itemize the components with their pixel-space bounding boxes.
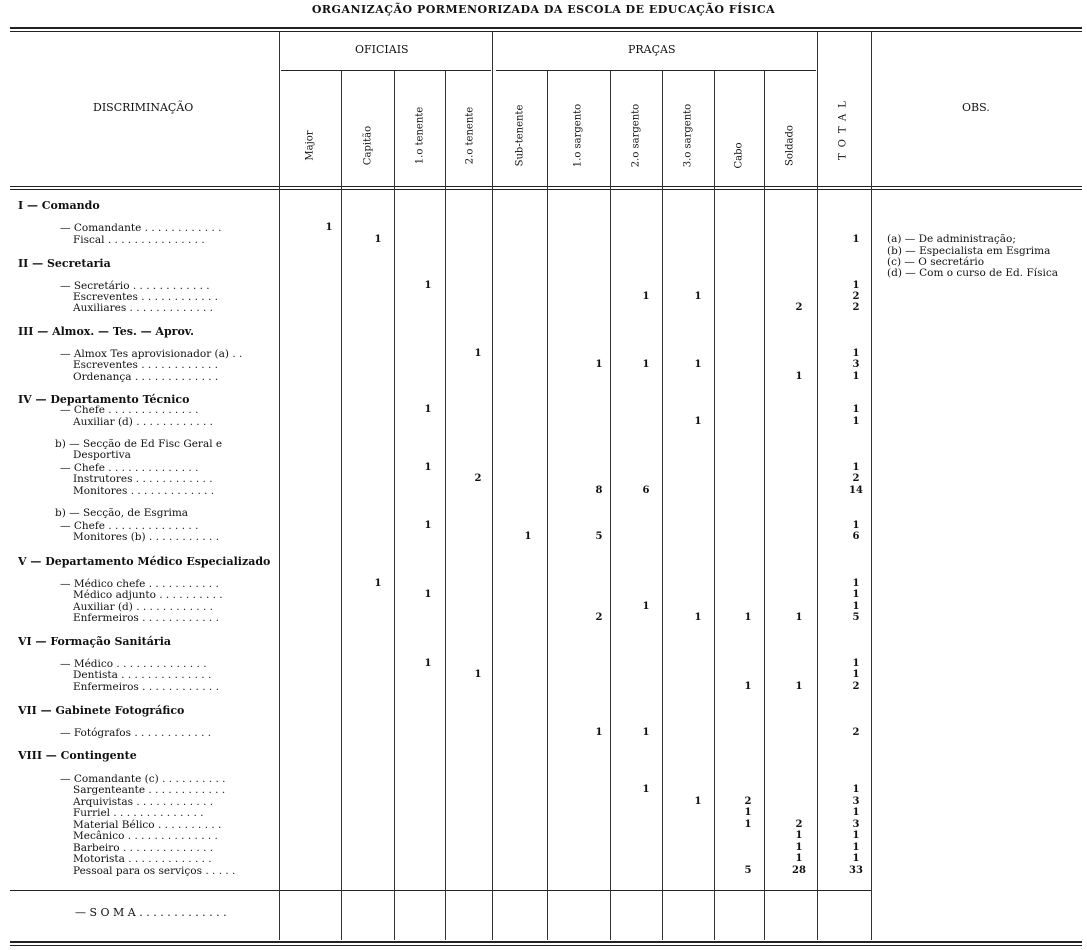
cell-value: 1 bbox=[524, 531, 532, 542]
total-value: 1 bbox=[852, 280, 860, 291]
cell-value: 1 bbox=[424, 658, 432, 669]
row-label: — Fotógrafos . . . . . . . . . . . . bbox=[60, 727, 212, 739]
row-label: Instrutores . . . . . . . . . . . . bbox=[73, 473, 213, 485]
cell-value: 1 bbox=[424, 280, 432, 291]
row-label: — Chefe . . . . . . . . . . . . . . bbox=[60, 520, 199, 532]
pracas-rule bbox=[496, 70, 816, 71]
row-label: Escreventes . . . . . . . . . . . . bbox=[73, 291, 219, 303]
cell-value: 5 bbox=[595, 531, 603, 542]
row-label: Dentista . . . . . . . . . . . . . . bbox=[73, 669, 212, 681]
cell-value: 1 bbox=[795, 612, 803, 623]
cell-value: 1 bbox=[424, 462, 432, 473]
total-value: 1 bbox=[852, 404, 860, 415]
col-header-2-tenente: 2.o tenente bbox=[464, 106, 476, 165]
cell-value: 1 bbox=[694, 612, 702, 623]
row-label: — Chefe . . . . . . . . . . . . . . bbox=[60, 462, 199, 474]
row-label: Furriel . . . . . . . . . . . . . . bbox=[73, 807, 204, 819]
total-value: 1 bbox=[852, 784, 860, 795]
col-header-1-sargento: 1.o sargento bbox=[572, 103, 584, 168]
top-rule bbox=[10, 27, 1082, 29]
row-label: — Comandante . . . . . . . . . . . . bbox=[60, 222, 222, 234]
row-label: Monitores . . . . . . . . . . . . . bbox=[73, 485, 215, 497]
cell-value: 1 bbox=[694, 796, 702, 807]
total-value: 6 bbox=[852, 531, 860, 542]
total-value: 2 bbox=[852, 727, 860, 738]
total-value: 1 bbox=[852, 658, 860, 669]
col-header-cabo: Cabo bbox=[733, 142, 745, 169]
group-heading: V — Departamento Médico Especializado bbox=[18, 555, 271, 568]
oficiais-rule bbox=[281, 70, 491, 71]
col-line bbox=[817, 32, 818, 940]
cell-value: 1 bbox=[424, 404, 432, 415]
cell-value: 1 bbox=[374, 578, 382, 589]
col-line bbox=[714, 71, 715, 940]
note-b: (b) — Especialista em Esgrima bbox=[887, 245, 1051, 257]
total-value: 14 bbox=[849, 485, 863, 496]
cell-value: 1 bbox=[595, 727, 603, 738]
cell-value: 1 bbox=[795, 371, 803, 382]
subsection-heading: Desportiva bbox=[73, 449, 131, 461]
row-label: Pessoal para os serviços . . . . . bbox=[73, 865, 236, 877]
col-header-1-tenente: 1.o tenente bbox=[414, 106, 426, 165]
total-value: 1 bbox=[852, 842, 860, 853]
total-value: 3 bbox=[852, 819, 860, 830]
row-label: Enfermeiros . . . . . . . . . . . . bbox=[73, 612, 219, 624]
row-label: Escreventes . . . . . . . . . . . . bbox=[73, 359, 219, 371]
row-label: Auxiliar (d) . . . . . . . . . . . . bbox=[73, 416, 213, 428]
col-header-3-sargento: 3.o sargento bbox=[682, 103, 694, 168]
total-value: 1 bbox=[852, 589, 860, 600]
header-rule-2 bbox=[10, 189, 1082, 190]
total-value: 1 bbox=[852, 578, 860, 589]
note-a: (a) — De administração; bbox=[887, 233, 1016, 245]
cell-value: 1 bbox=[424, 589, 432, 600]
cell-value: 1 bbox=[374, 234, 382, 245]
col-header-major: Major bbox=[304, 130, 316, 161]
soma-rule bbox=[10, 890, 872, 891]
total-value: 1 bbox=[852, 520, 860, 531]
row-label: Monitores (b) . . . . . . . . . . . bbox=[73, 531, 220, 543]
cell-value: 1 bbox=[694, 416, 702, 427]
col-line bbox=[764, 71, 765, 940]
col-line bbox=[445, 71, 446, 940]
row-label: — Médico . . . . . . . . . . . . . . bbox=[60, 658, 207, 670]
cell-value: 1 bbox=[795, 830, 803, 841]
col-header-capitao: Capitão bbox=[362, 125, 374, 166]
total-value: 1 bbox=[852, 601, 860, 612]
col-line bbox=[492, 32, 493, 940]
cell-value: 5 bbox=[744, 865, 752, 876]
header-obs: OBS. bbox=[962, 101, 990, 114]
group-heading: VI — Formação Sanitária bbox=[18, 635, 171, 648]
total-value: 1 bbox=[852, 853, 860, 864]
cell-value: 1 bbox=[744, 681, 752, 692]
cell-value: 1 bbox=[642, 359, 650, 370]
cell-value: 2 bbox=[795, 302, 803, 313]
col-header-sub-tenente: Sub-tenente bbox=[514, 104, 526, 167]
header-oficiais: OFICIAIS bbox=[355, 43, 409, 56]
note-d: (d) — Com o curso de Ed. Física bbox=[887, 267, 1058, 279]
cell-value: 8 bbox=[595, 485, 603, 496]
total-value: 1 bbox=[852, 416, 860, 427]
cell-value: 6 bbox=[642, 485, 650, 496]
cell-value: 1 bbox=[595, 359, 603, 370]
cell-value: 1 bbox=[642, 291, 650, 302]
total-value: 2 bbox=[852, 681, 860, 692]
total-value: 1 bbox=[852, 348, 860, 359]
col-line bbox=[871, 32, 872, 940]
cell-value: 2 bbox=[795, 819, 803, 830]
total-value: 33 bbox=[849, 865, 863, 876]
group-heading: I — Comando bbox=[18, 199, 100, 212]
total-value: 3 bbox=[852, 796, 860, 807]
col-line bbox=[662, 71, 663, 940]
row-label: Material Bélico . . . . . . . . . . bbox=[73, 819, 222, 831]
cell-value: 28 bbox=[792, 865, 806, 876]
cell-value: 1 bbox=[744, 612, 752, 623]
total-value: 1 bbox=[852, 371, 860, 382]
row-label: — Médico chefe . . . . . . . . . . . bbox=[60, 578, 219, 590]
cell-value: 1 bbox=[744, 807, 752, 818]
cell-value: 1 bbox=[694, 291, 702, 302]
row-label: Ordenança . . . . . . . . . . . . . bbox=[73, 371, 219, 383]
cell-value: 1 bbox=[795, 853, 803, 864]
subsection-heading: b) — Secção de Ed Fisc Geral e bbox=[55, 438, 223, 450]
cell-value: 2 bbox=[474, 473, 482, 484]
row-label: Auxiliar (d) . . . . . . . . . . . . bbox=[73, 601, 213, 613]
total-value: 1 bbox=[852, 830, 860, 841]
row-label: Barbeiro . . . . . . . . . . . . . . bbox=[73, 842, 214, 854]
cell-value: 1 bbox=[744, 819, 752, 830]
row-label: — Secretário . . . . . . . . . . . . bbox=[60, 280, 210, 292]
row-label: Arquivistas . . . . . . . . . . . . bbox=[73, 796, 214, 808]
row-label: — Chefe . . . . . . . . . . . . . . bbox=[60, 404, 199, 416]
total-value: 2 bbox=[852, 291, 860, 302]
total-value: 1 bbox=[852, 234, 860, 245]
header-discriminacao: DISCRIMINAÇÃO bbox=[93, 101, 194, 114]
total-value: 5 bbox=[852, 612, 860, 623]
row-label: Fiscal . . . . . . . . . . . . . . . bbox=[73, 234, 205, 246]
col-line bbox=[610, 71, 611, 940]
col-line bbox=[394, 71, 395, 940]
row-label: — Comandante (c) . . . . . . . . . . bbox=[60, 773, 226, 785]
row-label: Motorista . . . . . . . . . . . . . bbox=[73, 853, 212, 865]
row-label: Sargenteante . . . . . . . . . . . . bbox=[73, 784, 226, 796]
group-heading: VII — Gabinete Fotográfico bbox=[18, 704, 185, 717]
header-rule bbox=[10, 186, 1082, 187]
row-label: Auxiliares . . . . . . . . . . . . . bbox=[73, 302, 214, 314]
header-pracas: PRAÇAS bbox=[628, 43, 676, 56]
cell-value: 1 bbox=[642, 727, 650, 738]
col-line bbox=[279, 32, 280, 940]
note-c: (c) — O secretário bbox=[887, 256, 985, 268]
cell-value: 2 bbox=[595, 612, 603, 623]
row-label: Médico adjunto . . . . . . . . . . bbox=[73, 589, 223, 601]
cell-value: 2 bbox=[744, 796, 752, 807]
subsection-heading: b) — Secção, de Esgrima bbox=[55, 507, 189, 519]
cell-value: 1 bbox=[642, 784, 650, 795]
total-value: 3 bbox=[852, 359, 860, 370]
group-heading: VIII — Contingente bbox=[18, 749, 137, 762]
cell-value: 1 bbox=[694, 359, 702, 370]
total-value: 2 bbox=[852, 302, 860, 313]
col-line bbox=[547, 71, 548, 940]
row-label: — Almox Tes aprovisionador (a) . . bbox=[60, 348, 243, 360]
bottom-rule bbox=[10, 941, 1082, 943]
cell-value: 1 bbox=[642, 601, 650, 612]
group-heading: II — Secretaria bbox=[18, 257, 111, 270]
col-header-2-sargento: 2.o sargento bbox=[630, 103, 642, 168]
header-total: TOTAL bbox=[837, 95, 849, 160]
top-rule-2 bbox=[10, 31, 1082, 32]
group-heading: III — Almox. — Tes. — Aprov. bbox=[18, 325, 194, 338]
total-value: 1 bbox=[852, 669, 860, 680]
group-heading: IV — Departamento Técnico bbox=[18, 393, 190, 406]
cell-value: 1 bbox=[474, 348, 482, 359]
row-label: Enfermeiros . . . . . . . . . . . . bbox=[73, 681, 219, 693]
document-title: ORGANIZAÇÃO PORMENORIZADA DA ESCOLA DE EDUCAÇÃO FÍSICA bbox=[311, 3, 776, 16]
soma-row: — S O M A . . . . . . . . . . . . . bbox=[75, 906, 227, 919]
cell-value: 1 bbox=[795, 681, 803, 692]
total-value: 1 bbox=[852, 807, 860, 818]
cell-value: 1 bbox=[474, 669, 482, 680]
col-line bbox=[341, 71, 342, 940]
total-value: 2 bbox=[852, 473, 860, 484]
col-header-soldado: Soldado bbox=[784, 125, 796, 166]
cell-value: 1 bbox=[795, 842, 803, 853]
bottom-rule-2 bbox=[10, 945, 1082, 946]
cell-value: 1 bbox=[424, 520, 432, 531]
cell-value: 1 bbox=[325, 222, 333, 233]
total-value: 1 bbox=[852, 462, 860, 473]
row-label: Mecânico . . . . . . . . . . . . . . bbox=[73, 830, 218, 842]
